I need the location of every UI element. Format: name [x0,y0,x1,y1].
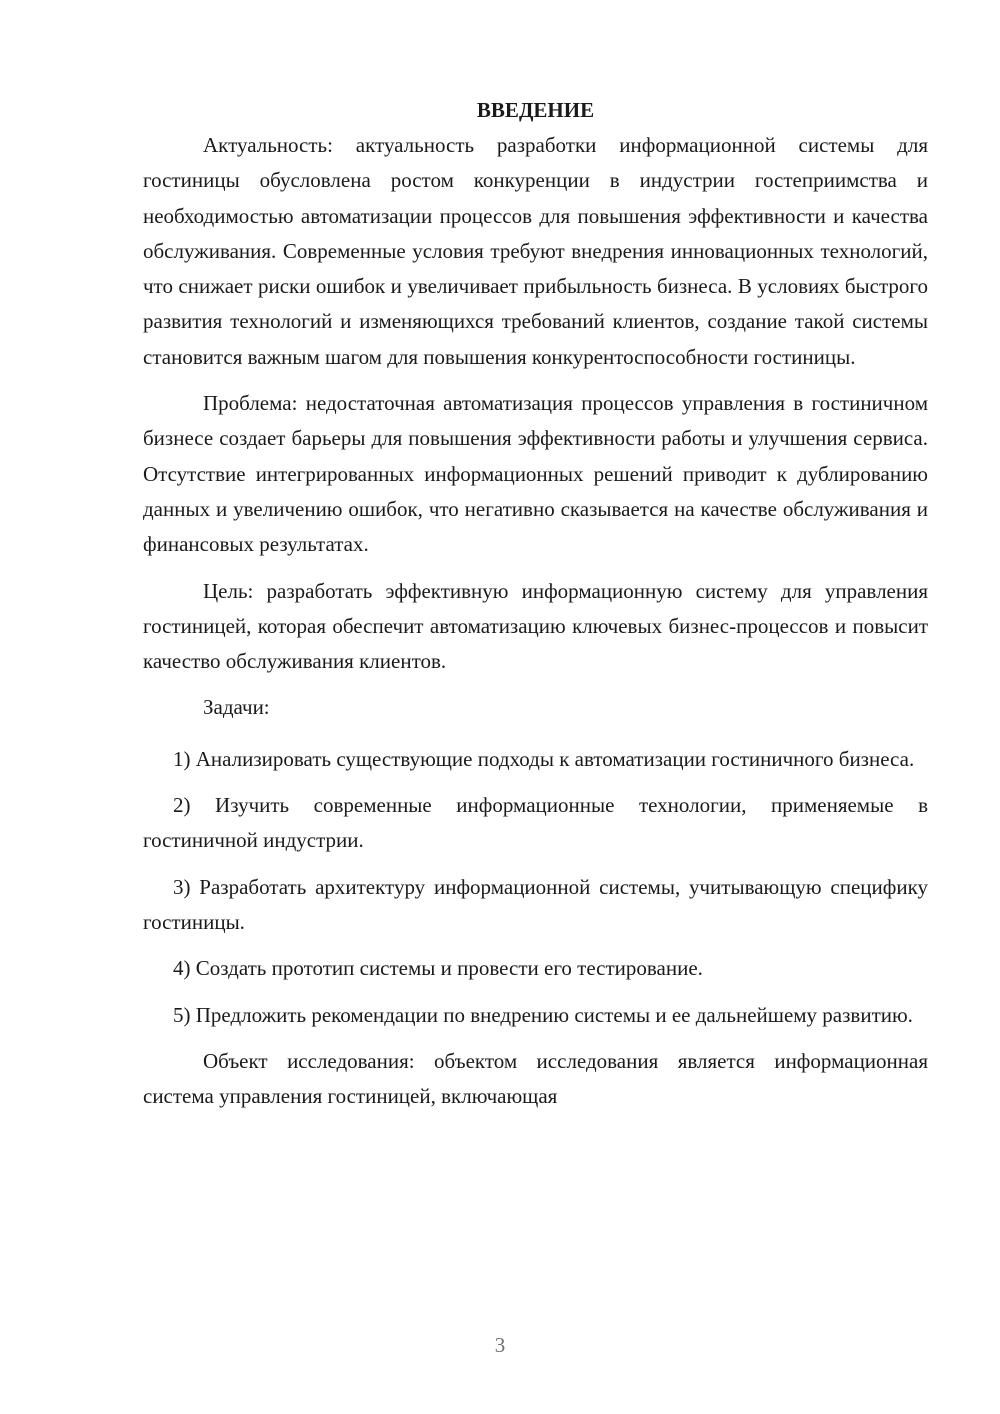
tasks-heading: Задачи: [203,695,270,720]
section-title: ВВЕДЕНИЕ [476,98,595,122]
task-item: 1) Анализировать существующие подходы к автоматизации гостиничного бизнеса. [173,746,915,771]
goal-paragraph: Цель: разработать эффективную информационную систему для управления гостиницей, которая обеспечит автоматизацию ключевых бизнес-процессов и повысит качество обслуживания клиентов. [143,578,928,674]
task-item: 3) Разработать архитектуру информационной системы, учитывающую специфику гостиницы. [143,874,928,934]
actuality-paragraph: Актуальность: актуальность разработки информационной системы для гостиницы обусловлена ростом конкуренции в индустрии гостеприимства и необходимостью автоматизации процессов для повышения эффективности и качества обслуживания. Современные условия требуют внедрения инновационных технологий, что снижает риски ошибок и увеличивает прибыльность бизнеса. В условиях быстрого развития технологий и изменяющихся требований клиентов, создание такой системы становится важным шагом для повышения конкурентоспособности гостиницы. [143,133,928,369]
document-page [143,93,928,1114]
task-item: 5) Предложить рекомендации по внедрению системы и ее дальнейшему развитию. [173,1002,913,1027]
page-number: 3 [494,1333,506,1357]
task-item: 2) Изучить современные информационные технологии, применяемые в гостиничной индустрии. [143,793,928,853]
problem-paragraph: Проблема: недостаточная автоматизация процессов управления в гостиничном бизнесе создает барьеры для повышения эффективности работы и улучшения сервиса. Отсутствие интегрированных информационных решений приводит к дублированию данных и увеличению ошибок, что негативно сказывается на качестве обслуживания и финансовых результатах. [143,391,928,557]
object-paragraph: Объект исследования: объектом исследования является информационная система управления гостиницей, включающая [143,1048,928,1109]
task-item: 4) Создать прототип системы и провести его тестирование. [173,956,703,981]
